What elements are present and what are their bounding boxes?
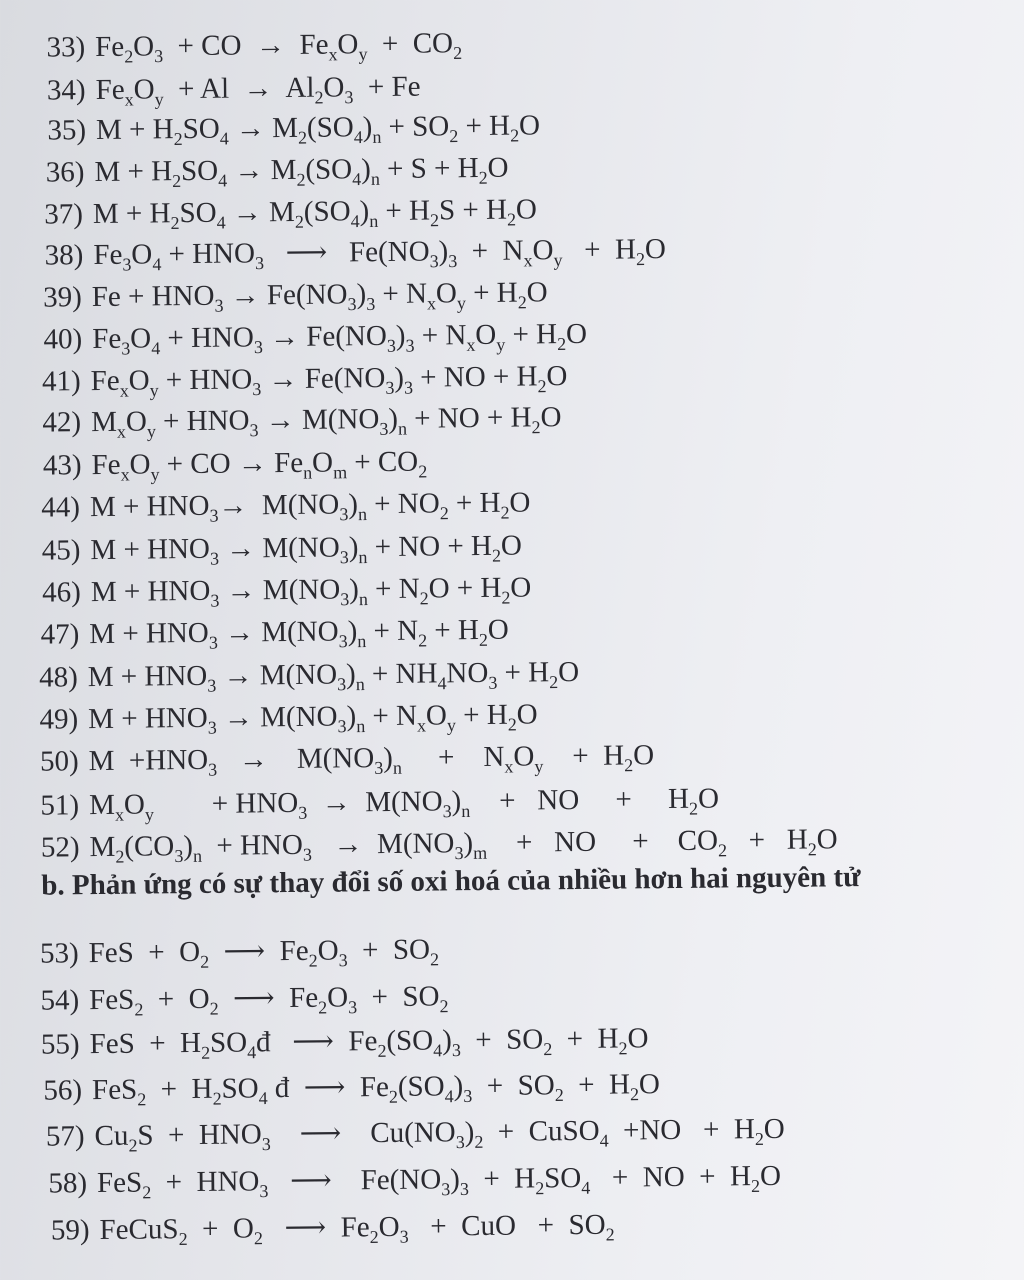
equation-line-7 xyxy=(43,316,587,358)
equation-text: $Fe_xO_y + HNO_3 \to Fe(NO_3)_3$ + NO + $H_2O$ xyxy=(90,360,568,401)
equation-number: 35) xyxy=(47,114,87,147)
equation-number: 59) xyxy=(50,1214,90,1247)
equation-text: FeS + $H_2SO_4đ$ ⟶ $Fe_2(SO_4)_3 + SO_2 + H_2O$ xyxy=(89,1022,649,1063)
equation-line-18 xyxy=(40,781,719,824)
equation-line-2 xyxy=(47,107,540,148)
equation-text: $M + H_2SO_4 \to M_2(SO_4)_n + SO_2 + H_2O$ xyxy=(95,109,541,149)
equation-text: $M_xO_y + HNO_3 \to M(NO_3)_n$ + NO + $H_2O$ xyxy=(90,401,562,442)
equation-number: 38) xyxy=(44,239,84,272)
equation-line-14 xyxy=(40,612,509,653)
equation-number: 48) xyxy=(38,661,78,694)
equation-number: 37) xyxy=(44,198,84,231)
equation-number: 54) xyxy=(40,984,80,1017)
equation-line-10 xyxy=(43,444,428,484)
equation-line-6 xyxy=(43,274,548,315)
equation-number: 46) xyxy=(42,576,82,609)
equation-line-b-5 xyxy=(48,1158,781,1202)
equation-line-17 xyxy=(40,737,654,779)
equation-text: $M + HNO_3 \to M(NO_3)_n$ + NO + $H_2O$ xyxy=(90,529,523,569)
equation-number: 45) xyxy=(41,534,81,567)
equation-number: 40) xyxy=(43,323,83,356)
equation-line-16 xyxy=(39,696,537,737)
equation-line-0 xyxy=(46,25,462,65)
equation-number: 34) xyxy=(46,74,86,107)
equation-line-5 xyxy=(44,231,666,274)
equation-number: 57) xyxy=(45,1120,85,1153)
equation-text: $FeS_2 + H_2SO_4$ đ ⟶ $Fe_2(SO_4)_3 + SO_2 + H_2O$ xyxy=(91,1068,661,1110)
equation-number: 52) xyxy=(40,831,80,864)
equation-text: $FeS_2 + O_2$ ⟶ $Fe_2O_3 + SO_2$ xyxy=(88,980,449,1020)
equation-text: $M + HNO_3 \to M(NO_3)_n + NH_4NO_3 + H_2O$ xyxy=(87,655,580,696)
equation-line-b-0 xyxy=(40,931,439,971)
equation-line-15 xyxy=(39,654,579,696)
equation-number: 36) xyxy=(45,156,85,189)
equation-text: $FeS_2 + HNO_3$ ⟶ $Fe(NO_3)_3 + H_2SO_4$ + NO + $H_2O$ xyxy=(96,1159,782,1203)
equation-number: 56) xyxy=(43,1074,83,1107)
equation-text: $Fe_3O_4 + HNO_3 \to Fe(NO_3)_3 + N_xO_y + H_2O$ xyxy=(92,317,588,359)
equation-line-b-6 xyxy=(51,1207,615,1249)
equation-number: 44) xyxy=(41,491,81,524)
equation-text: $Fe + HNO_3 \to Fe(NO_3)_3 + N_xO_y + H_2O$ xyxy=(91,276,548,316)
equation-text: $Cu_2S + HNO_3$ ⟶ $Cu(NO_3)_2$ + CuSO$_4$ $+NO + H_2O$ xyxy=(94,1112,785,1156)
equation-line-3 xyxy=(46,150,509,191)
equation-text: $M + H_2SO_4 \to M_2(SO_4)_n + H_2S + H_2O$ xyxy=(92,193,538,234)
equation-text: $Fe_xO_y + Al \to Al_2O_3 + Fe$ xyxy=(95,70,421,110)
equation-number: 39) xyxy=(42,281,82,314)
equation-text: $Fe_2O_3$ + CO → $Fe_xO_y + CO_2$ xyxy=(95,27,463,67)
equation-number: 43) xyxy=(42,449,82,482)
equation-line-b-1 xyxy=(40,978,448,1018)
equation-text: $M + HNO_3 \to M(NO_3)_n + N_2 + H_2O$ xyxy=(89,613,509,653)
equation-line-8 xyxy=(42,358,568,400)
equation-text: $Fe_xO_y$ + CO → $Fe_nO_m + CO_2$ xyxy=(91,445,428,485)
equation-text: FeS + $O_2$ ⟶ $Fe_2O_3 + SO_2$ xyxy=(88,933,440,972)
equation-text: $M_2(CO_3)_n + HNO_3 \to M(NO_3)_m$ + NO + $CO_2 + H_2O$ xyxy=(89,823,838,867)
equation-line-19 xyxy=(41,821,838,865)
equation-text: $M +HNO_3$ → $M(NO_3)_n$ + $N_xO_y$ + $H_2O$ xyxy=(88,739,655,780)
equation-text: $M + HNO_3 \to M(NO_3)_n + N_xO_y + H_2O$ xyxy=(88,698,538,738)
equation-number: 33) xyxy=(46,31,86,64)
equation-line-12 xyxy=(42,528,522,569)
equation-number: 55) xyxy=(40,1028,80,1061)
equation-line-11 xyxy=(41,484,530,525)
equation-text: $M_xO_y$ + $HNO_3 \to M(NO_3)_n$ + NO + $H_2O$ xyxy=(88,782,720,825)
equation-number: 49) xyxy=(39,703,79,736)
equation-text: $M + HNO_3 \to M(NO_3)_n + N_2O + H_2O$ xyxy=(90,571,532,611)
equation-line-b-4 xyxy=(46,1111,785,1155)
equation-line-b-2 xyxy=(41,1020,649,1062)
equation-number: 51) xyxy=(40,789,80,822)
equation-line-b-3 xyxy=(43,1066,660,1108)
equation-number: 50) xyxy=(39,745,79,778)
equation-text: $M + HNO_3\to M(NO_3)_n + NO_2 + H_2O$ xyxy=(89,486,531,526)
equation-number: 53) xyxy=(39,937,79,970)
equation-number: 58) xyxy=(48,1167,88,1200)
equation-line-1 xyxy=(47,69,421,109)
equation-line-4 xyxy=(44,191,537,232)
equation-line-9 xyxy=(42,399,561,440)
equation-text: $M + H_2SO_4 \to M_2(SO_4)_n + S + H_2O$ xyxy=(94,151,509,192)
equation-number: 41) xyxy=(41,365,81,398)
equation-text: FeCuS$_2$ + $O_2$ ⟶ $Fe_2O_3$ + CuO + $SO_2$ xyxy=(99,1208,615,1249)
section-b-heading: b. Phản ứng có sự thay đổi số oxi hoá của nhiều hơn hai nguyên tử xyxy=(41,861,861,902)
equation-number: 42) xyxy=(42,406,82,439)
equation-number: 47) xyxy=(40,618,80,651)
equation-line-13 xyxy=(42,569,531,610)
equation-text: $Fe_3O_4 + HNO_3$ ⟶ $Fe(NO_3)_3 + N_xO_y + H_2O$ xyxy=(93,233,667,275)
